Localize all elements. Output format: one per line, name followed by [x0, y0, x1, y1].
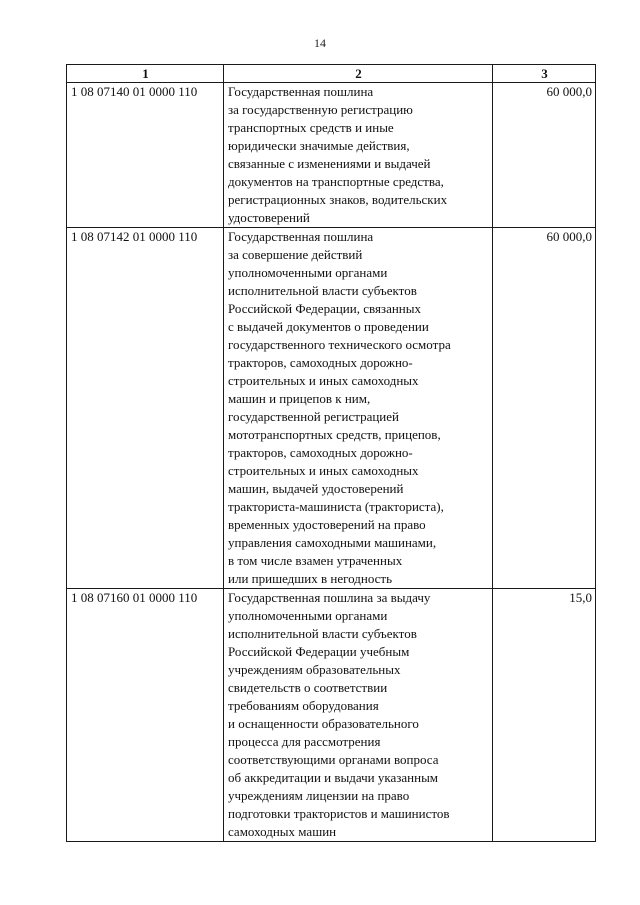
revenue-table	[66, 64, 596, 842]
column-header-code: 1	[67, 65, 224, 83]
revenue-amount: 60 000,0	[493, 228, 596, 589]
column-header-description: 2	[224, 65, 493, 83]
revenue-description: Государственная пошлина за совершение действий уполномоченными органами исполнительной власти субъектов Российской Федерации, связанных с выдачей документов о проведении государственного технического осмотра тракторов, самоходных дорожно- строительных и иных самоходных машин и прицепов к ним, государственной регистрацией мототранспортных средств, прицепов, тракторов, самоходных дорожно- строительных и иных самоходных машин, выдачей удостоверений тракториста-машиниста (тракториста), временных удостоверений на право управления самоходными машинами, в том числе взамен утраченных или пришедших в негодность	[224, 228, 493, 589]
table-row	[67, 83, 596, 228]
revenue-amount: 60 000,0	[493, 83, 596, 228]
revenue-description: Государственная пошлина за государственную регистрацию транспортных средств и иные юридически значимые действия, связанные с изменениями и выдачей документов на транспортные средства, регистрационных знаков, водительских удостоверений	[224, 83, 493, 228]
table-row	[67, 589, 596, 842]
budget-classification-code: 1 08 07160 01 0000 110	[67, 589, 224, 842]
page-number: 14	[314, 36, 326, 50]
budget-classification-code: 1 08 07142 01 0000 110	[67, 228, 224, 589]
budget-classification-code: 1 08 07140 01 0000 110	[67, 83, 224, 228]
revenue-description: Государственная пошлина за выдачу уполномоченными органами исполнительной власти субъектов Российской Федерации учебным учреждениям образовательных свидетельств о соответствии требованиям оборудования и оснащенности образовательного процесса для рассмотрения соответствующими органами вопроса об аккредитации и выдачи указанным учреждениям лицензии на право подготовки трактористов и машинистов самоходных машин	[224, 589, 493, 842]
column-header-amount: 3	[493, 65, 596, 83]
table-row	[67, 228, 596, 589]
table-header-row	[67, 65, 596, 83]
revenue-amount: 15,0	[493, 589, 596, 842]
